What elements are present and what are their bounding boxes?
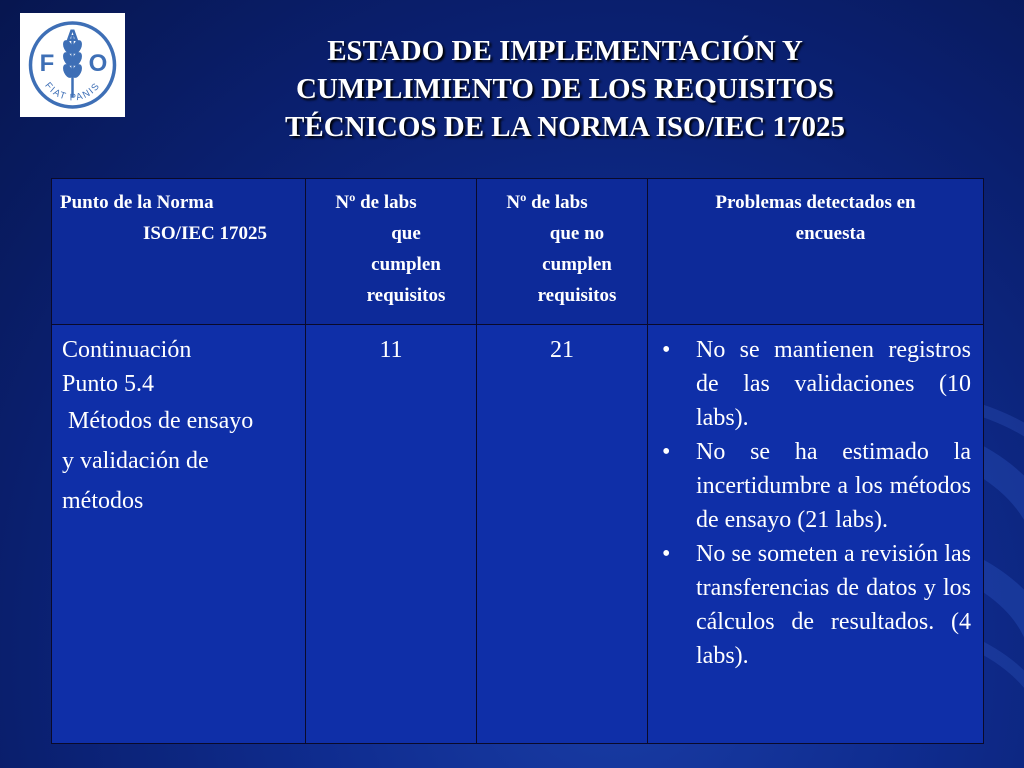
header-labs-cumplen: Nº de labs que cumplen requisitos	[306, 179, 477, 325]
cell-problemas	[648, 325, 984, 744]
slide-title	[160, 32, 970, 146]
list-item: • No se someten a revisión las transferencias de datos y los cálculos de resultados. (4 labs).	[658, 537, 971, 673]
bullet-icon: •	[662, 541, 671, 567]
logo-letter-f: F	[39, 50, 55, 77]
bullet-icon: •	[662, 439, 671, 465]
cell-cumplen: 11	[306, 325, 477, 744]
logo-letter-o: O	[88, 50, 108, 77]
list-item: • No se ha estimado la incertidumbre a los métodos de ensayo (21 labs).	[658, 435, 971, 537]
title-line-1: ESTADO DE IMPLEMENTACIÓN Y	[327, 35, 803, 67]
fao-emblem-icon	[20, 13, 125, 117]
list-item: • No se mantienen registros de las validaciones (10 labs).	[658, 333, 971, 435]
header-punto-norma: Punto de la Norma ISO/IEC 17025	[52, 179, 306, 325]
logo-letter-a: A	[64, 25, 81, 50]
table-row	[52, 325, 984, 744]
table-header-row	[52, 179, 984, 325]
logo-motto: FIAT PANIS	[42, 80, 103, 104]
header-problemas: Problemas detectados en encuesta	[648, 179, 984, 325]
fao-logo	[20, 13, 125, 117]
title-line-2: CUMPLIMIENTO DE LOS REQUISITOS	[296, 73, 834, 105]
title-line-3: TÉCNICOS DE LA NORMA ISO/IEC 17025	[285, 111, 845, 143]
cell-no-cumplen: 21	[477, 325, 648, 744]
bullet-icon: •	[662, 337, 671, 363]
header-labs-no-cumplen: Nº de labs que no cumplen requisitos	[477, 179, 648, 325]
problems-list	[648, 325, 983, 673]
requirements-table	[51, 178, 984, 744]
cell-punto: Continuación Punto 5.4 Métodos de ensayo y validación de métodos	[52, 325, 306, 744]
